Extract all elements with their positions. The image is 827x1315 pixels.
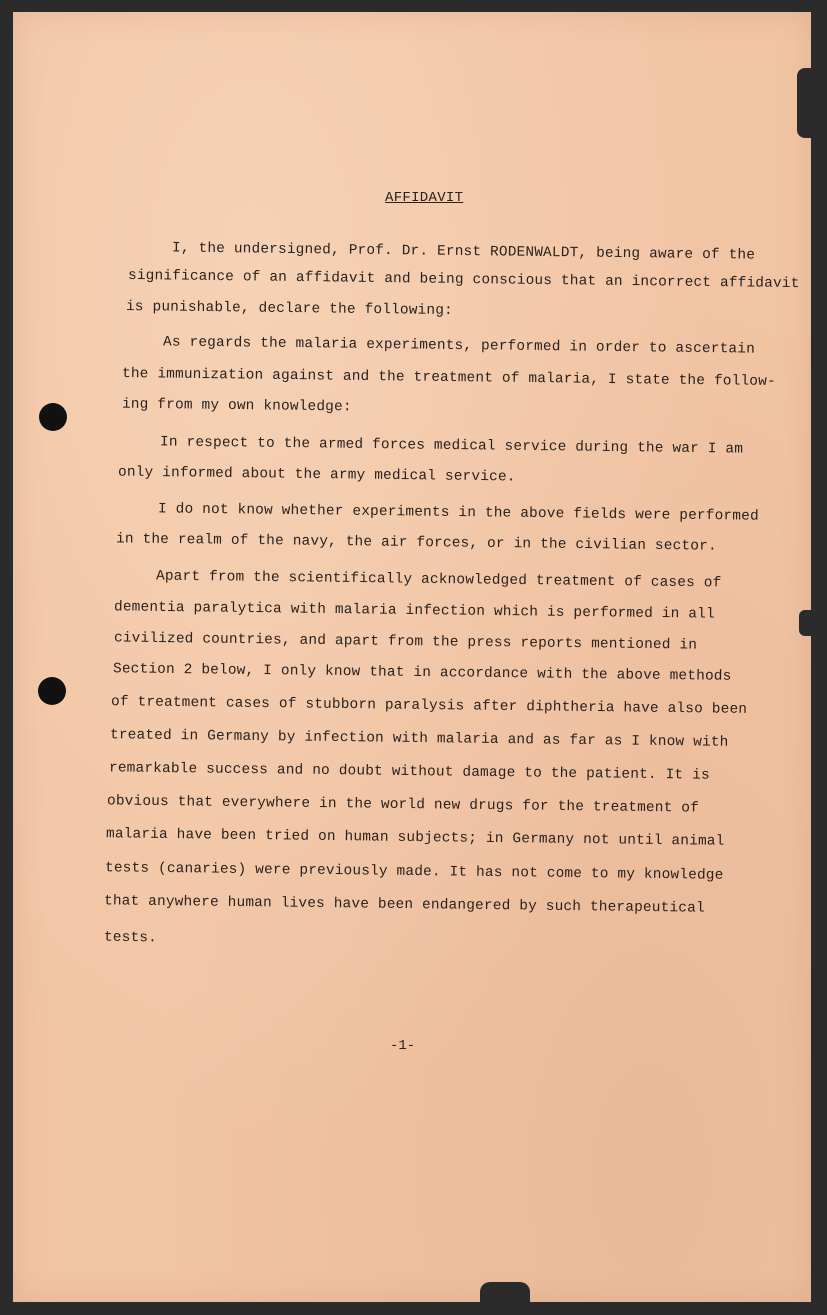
text-line: treated in Germany by infection with malaria and as far as I know with <box>109 727 729 751</box>
text-line: that anywhere human lives have been endangered by such therapeutical <box>103 893 705 917</box>
torn-edge <box>799 610 811 636</box>
text-line: Section 2 below, I only know that in accordance with the above methods <box>112 661 732 685</box>
text-line: significance of an affidavit and being conscious that an incorrect affidavit <box>127 267 800 293</box>
text-line: In respect to the armed forces medical service during the war I am <box>159 434 744 458</box>
text-line: As regards the malaria experiments, performed in order to ascertain <box>162 334 756 358</box>
text-line: civilized countries, and apart from the press reports mentioned in <box>113 630 698 654</box>
text-line: ing from my own knowledge: <box>121 396 352 416</box>
text-line: I, the undersigned, Prof. Dr. Ernst RODENWALDT, being aware of the <box>171 240 756 264</box>
text-line: is punishable, declare the following: <box>125 299 454 319</box>
text-line: in the realm of the navy, the air forces, or in the civilian sector. <box>115 531 717 555</box>
torn-edge <box>480 1282 530 1304</box>
text-line: the immunization against and the treatment of malaria, I state the follow- <box>121 366 776 390</box>
text-line: only informed about the army medical service. <box>117 464 516 486</box>
text-line: dementia paralytica with malaria infection which is performed in all <box>113 599 715 623</box>
punch-hole <box>39 403 67 431</box>
text-line: remarkable success and no doubt without damage to the patient. It is <box>108 760 710 784</box>
text-line: obvious that everywhere in the world new drugs for the treatment of <box>106 793 700 817</box>
text-line: tests (canaries) were previously made. It has not come to my knowledge <box>104 860 724 884</box>
text-line: malaria have been tried on human subjects; in Germany not until animal <box>105 826 725 850</box>
text-line: Apart from the scientifically acknowledged treatment of cases of <box>155 568 722 592</box>
text-line: tests. <box>103 929 158 947</box>
document-title: AFFIDAVIT <box>385 190 464 206</box>
punch-hole <box>38 677 66 705</box>
page-number: -1- <box>390 1038 416 1054</box>
torn-edge <box>797 68 811 138</box>
text-line: of treatment cases of stubborn paralysis after diphtheria have also been <box>110 694 748 718</box>
text-line: I do not know whether experiments in the above fields were performed <box>157 501 759 525</box>
